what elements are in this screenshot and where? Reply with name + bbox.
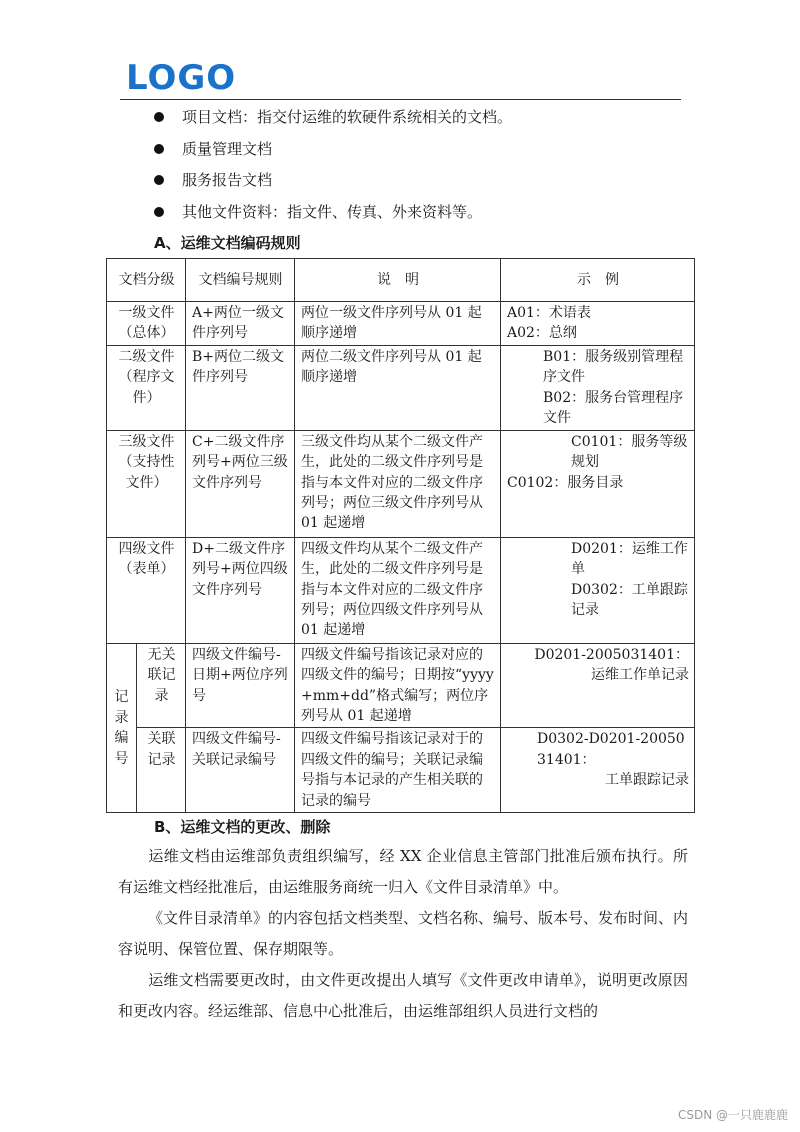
bullet-dot-icon [154,112,164,122]
company-logo: LOGO [126,58,237,98]
bullet-dot-icon [154,175,164,185]
example-cell: D0201-2005031401： 运维工作单记录 [501,643,695,728]
rule-cell: A+两位一级文件序列号 [186,302,295,346]
header-rule [120,99,681,100]
bullet-dot-icon [154,207,164,217]
list-item: 质量管理文档 [150,136,512,168]
desc-cell: 三级文件均从某个二级文件产生，此处的二级文件序列号是指与本文件对应的二级文件序列号；两位三级文件序列号从 01 起递增 [295,430,501,537]
list-item: 其他文件资料：指文件、传真、外来资料等。 [150,199,512,231]
list-item: 服务报告文档 [150,167,512,199]
example-cell: B01：服务级别管理程序文件 B02：服务台管理程序文件 [501,345,695,430]
table-row [107,345,695,430]
paragraph: 《文件目录清单》的内容包括文档类型、文档名称、编号、版本号、发布时间、内容说明、保管位置、保存期限等。 [118,909,689,958]
table-row [107,643,695,728]
header-example: 示 例 [501,259,695,302]
watermark: CSDN @一只鹿鹿鹿 [677,1108,788,1122]
level-name: 三级文件（支持性文件） [107,430,186,537]
rule-cell: D+二级文件序列号+两位四级文件序列号 [186,537,295,643]
level-name: 二级文件（程序文件） [107,345,186,430]
level-name: 四级文件（表单） [107,537,186,643]
bullet-dot-icon [154,144,164,154]
rule-cell: 四级文件编号-日期+两位序列号 [186,643,295,728]
desc-cell: 两位一级文件序列号从 01 起顺序递增 [295,302,501,346]
desc-cell: 四级文件编号指该记录对于的四级文件的编号；关联记录编号指与本记录的产生相关联的记录的编号 [295,728,501,813]
table-row [107,430,695,537]
document-type-list [150,104,512,230]
paragraph: 运维文档需要更改时，由文件更改提出人填写《文件更改申请单》，说明更改原因和更改内容。经运维部、信息中心批准后，由运维部组织人员进行文档的 [118,971,688,1020]
header-rule-col: 文档编号规则 [186,259,295,302]
section-b-title: B、运维文档的更改、删除 [154,818,331,836]
paragraph: 运维文档由运维部负责组织编写，经 XX 企业信息主管部门批准后颁布执行。所有运维文档经批准后，由运维服务商统一归入《文件目录清单》中。 [118,847,688,896]
desc-cell: 四级文件编号指该记录对应的四级文件的编号；日期按“yyyy+mm+dd”格式编写；两位序列号从 01 起递增 [295,643,501,728]
list-item: 项目文档：指交付运维的软硬件系统相关的文档。 [150,104,512,136]
section-a-title: A、运维文档编码规则 [154,234,301,252]
header-level: 文档分级 [107,259,186,302]
level-name: 一级文件（总体） [107,302,186,346]
desc-cell: 四级文件均从某个二级文件产生，此处的二级文件序列号是指与本文件对应的二级文件序列号；两位四级文件序列号从 01 起递增 [295,537,501,643]
rule-cell: B+两位二级文件序列号 [186,345,295,430]
example-cell: D0201：运维工作单 D0302：工单跟踪记录 [501,537,695,643]
table-row [107,728,695,813]
table-row [107,302,695,346]
rule-cell: C+二级文件序列号+两位三级文件序列号 [186,430,295,537]
table-row [107,537,695,643]
example-cell: C0101：服务等级规划 C0102：服务目录 [501,430,695,537]
desc-cell: 两位二级文件序列号从 01 起顺序递增 [295,345,501,430]
example-cell: A01：术语表 A02：总纲 [501,302,695,346]
table-header-row [107,259,695,302]
rule-cell: 四级文件编号-关联记录编号 [186,728,295,813]
header-desc: 说 明 [295,259,501,302]
level-name: 关联记录 [137,728,186,813]
record-code-label: 记录编号 [107,643,137,813]
coding-rules-table [106,258,695,813]
level-name: 无关联记录 [137,643,186,728]
example-cell: D0302-D0201-2005031401： 工单跟踪记录 [501,728,695,813]
